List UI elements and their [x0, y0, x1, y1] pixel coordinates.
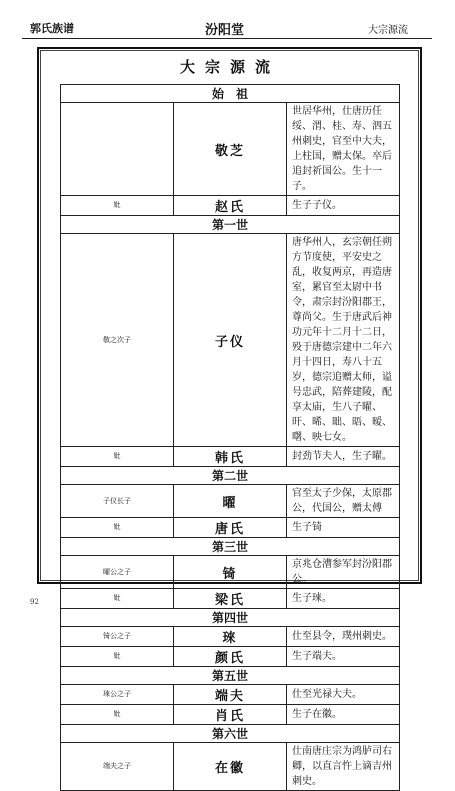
person-relation-label: 琜公之子: [61, 685, 174, 705]
generation-heading-row: [61, 538, 400, 556]
generation-heading: 第二世: [61, 467, 400, 485]
person-biography: 仕至县令，璞州刺史。: [287, 627, 400, 647]
generation-heading: 第五世: [61, 667, 400, 685]
spouse-note: 生子端夫。: [287, 647, 400, 667]
person-relation-label: [61, 103, 174, 196]
generation-heading-row: [61, 725, 400, 743]
page-number: 92: [30, 598, 39, 606]
person-name: 锜: [174, 556, 287, 589]
spouse-note: 生子在徽。: [287, 705, 400, 725]
person-relation-label: 敬之次子: [61, 234, 174, 447]
spouse-row: [61, 589, 400, 609]
spouse-row: [61, 447, 400, 467]
spouse-row: [61, 647, 400, 667]
person-relation-label: 锜公之子: [61, 627, 174, 647]
generation-heading-row: [61, 609, 400, 627]
spouse-row: [61, 196, 400, 216]
person-name: 端夫: [174, 685, 287, 705]
person-name: 在徽: [174, 743, 287, 791]
spouse-label: 妣: [61, 705, 174, 725]
spouse-label: 妣: [61, 647, 174, 667]
person-name: 琜: [174, 627, 287, 647]
generation-heading-row: [61, 667, 400, 685]
page-title: 大宗源流: [179, 58, 280, 76]
person-row: [61, 556, 400, 589]
spouse-label: 妣: [61, 447, 174, 467]
person-row: [61, 485, 400, 518]
generation-heading-row: [61, 85, 400, 103]
spouse-name: 韩氏: [174, 447, 287, 467]
genealogy-table: [60, 84, 400, 791]
spouse-label: 妣: [61, 196, 174, 216]
person-name: 敬芝: [174, 103, 287, 196]
spouse-name: 赵氏: [174, 196, 287, 216]
person-relation-label: 端夫之子: [61, 743, 174, 791]
person-name: 曜: [174, 485, 287, 518]
generation-heading: 第六世: [61, 725, 400, 743]
generation-heading-row: [61, 467, 400, 485]
spouse-row: [61, 705, 400, 725]
spouse-name: 颜氏: [174, 647, 287, 667]
person-biography: 京兆仓漕参军封汾阳郡公。: [287, 556, 400, 589]
person-name: 子仪: [174, 234, 287, 447]
spouse-name: 梁氏: [174, 589, 287, 609]
spouse-label: 妣: [61, 518, 174, 538]
person-biography: 仕南唐庄宗为鸿胪司右卿，以直言忤上谪吉州刺史。: [287, 743, 400, 791]
person-row: [61, 685, 400, 705]
spouse-note: 生子子仪。: [287, 196, 400, 216]
generation-heading: 始 祖: [61, 85, 400, 103]
person-row: [61, 743, 400, 791]
spouse-note: 封劲节夫人，生子曜。: [287, 447, 400, 467]
header-section-name: 大宗源流: [368, 25, 408, 36]
generation-heading-row: [61, 216, 400, 234]
spouse-name: 唐氏: [174, 518, 287, 538]
person-biography: 官至太子少保，太原郡公，代国公，赠太傅: [287, 485, 400, 518]
person-row: [61, 234, 400, 447]
generation-heading: 第四世: [61, 609, 400, 627]
spouse-name: 肖氏: [174, 705, 287, 725]
person-biography: 仕至光禄大夫。: [287, 685, 400, 705]
person-relation-label: 曜公之子: [61, 556, 174, 589]
spouse-note: 生子琜。: [287, 589, 400, 609]
spouse-row: [61, 518, 400, 538]
header-book-title: 郭氏族谱: [30, 22, 74, 35]
header-rule: [22, 38, 432, 39]
person-biography: 唐华州人，玄宗朝任朔方节度使，平安史之乱，收复两京，再造唐室，累官至太尉中书令，肃宗封汾阳郡王，尊尚父。生于唐武后神功元年十二月十二日，殁于唐德宗建中二年六月十四日，寿八十五岁，德宗追赠太师，谥号忠武，陪葬建陵，配享太庙，生八子曜、旰、晞、昢、晤、暧、曙、映七女。: [287, 234, 400, 447]
spouse-label: 妣: [61, 589, 174, 609]
person-biography: 世居华州，仕唐历任绥、渭、桂、寿、泗五州刺史，官至中大夫，上柱国，赠太保。卒后追封祈国公。生十一子。: [287, 103, 400, 196]
header-hall-name: 汾阳堂: [205, 23, 245, 38]
person-relation-label: 子仪长子: [61, 485, 174, 518]
spouse-note: 生子锜: [287, 518, 400, 538]
person-row: [61, 627, 400, 647]
page-header: [0, 0, 455, 38]
generation-heading: 第一世: [61, 216, 400, 234]
person-row: [61, 103, 400, 196]
generation-heading: 第三世: [61, 538, 400, 556]
